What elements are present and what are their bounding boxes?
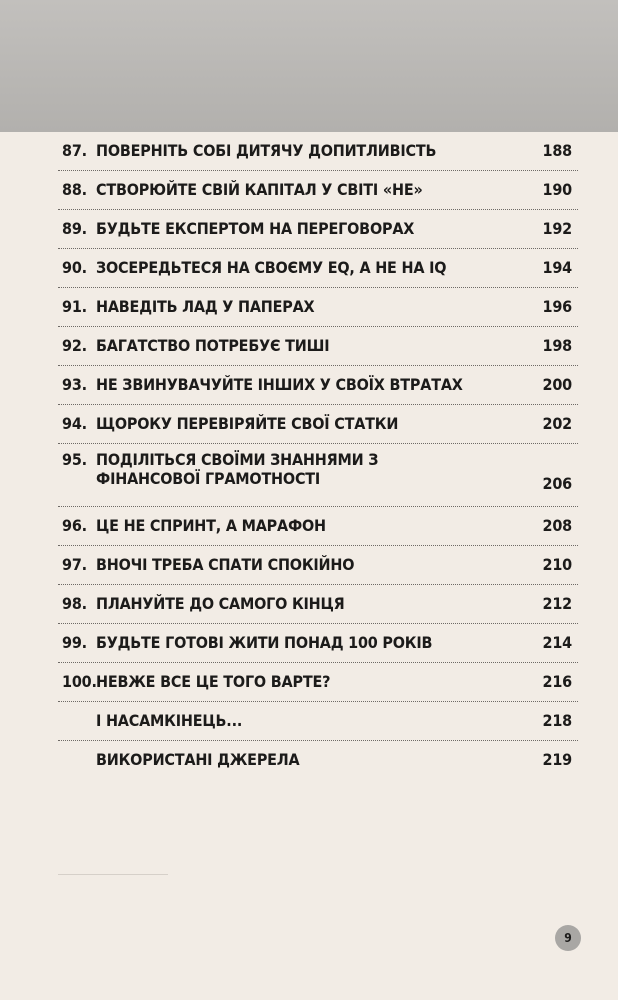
table-of-contents [58,132,578,779]
toc-entry-page: 200 [542,375,572,394]
toc-entry-number: 90. [62,258,87,277]
toc-entry-page: 192 [542,219,572,238]
toc-entry-97 [58,546,578,585]
toc-entry-title: БУДЬТЕ ГОТОВІ ЖИТИ ПОНАД 100 РОКІВ [96,633,433,652]
toc-entry-page: 219 [542,750,572,769]
toc-entry-page: 202 [542,414,572,433]
toc-entry-number: 95. [62,450,87,469]
toc-entry-title: ЗОСЕРЕДЬТЕСЯ НА СВОЄМУ EQ, А НЕ НА IQ [96,258,447,277]
toc-entry-afterword [58,702,578,741]
toc-entry-page: 206 [542,474,572,493]
toc-entry-number: 89. [62,219,87,238]
toc-entry-number: 99. [62,633,87,652]
toc-entry-95 [58,444,578,507]
toc-entry-number: 87. [62,141,87,160]
toc-entry-number: 100. [62,672,97,691]
toc-entry-number: 94. [62,414,87,433]
toc-entry-title: ПОВЕРНІТЬ СОБІ ДИТЯЧУ ДОПИТЛИВІСТЬ [96,141,437,160]
toc-entry-89 [58,210,578,249]
toc-entry-number: 92. [62,336,87,355]
toc-entry-title: НЕ ЗВИНУВАЧУЙТЕ ІНШИХ У СВОЇХ ВТРАТАХ [96,375,463,394]
footnote-divider [58,874,168,875]
toc-entry-title: ПОДІЛІТЬСЯ СВОЇМИ ЗНАННЯМИ З ФІНАНСОВОЇ ГРАМОТНОСТІ [96,450,379,488]
toc-entry-number: 98. [62,594,87,613]
toc-entry-title: ВИКОРИСТАНІ ДЖЕРЕЛА [96,750,300,769]
toc-entry-number: 88. [62,180,87,199]
toc-entry-92 [58,327,578,366]
toc-entry-88 [58,171,578,210]
toc-entry-100 [58,663,578,702]
toc-entry-title: ВНОЧІ ТРЕБА СПАТИ СПОКІЙНО [96,555,355,574]
toc-entry-93 [58,366,578,405]
toc-entry-90 [58,249,578,288]
toc-entry-number: 96. [62,516,87,535]
toc-entry-title: ПЛАНУЙТЕ ДО САМОГО КІНЦЯ [96,594,345,613]
toc-entry-page: 208 [542,516,572,535]
toc-entry-references [58,741,578,779]
toc-entry-page: 190 [542,180,572,199]
toc-entry-number: 93. [62,375,87,394]
toc-entry-title: БАГАТСТВО ПОТРЕБУЄ ТИШІ [96,336,330,355]
toc-entry-page: 210 [542,555,572,574]
toc-entry-title: СТВОРЮЙТЕ СВІЙ КАПІТАЛ У СВІТІ «НЕ» [96,180,423,199]
toc-entry-page: 214 [542,633,572,652]
toc-entry-99 [58,624,578,663]
toc-entry-title: НЕВЖЕ ВСЕ ЦЕ ТОГО ВАРТЕ? [96,672,331,691]
toc-entry-number: 97. [62,555,87,574]
toc-entry-page: 196 [542,297,572,316]
toc-entry-96 [58,507,578,546]
toc-entry-title: І НАСАМКІНЕЦЬ... [96,711,243,730]
toc-entry-page: 194 [542,258,572,277]
toc-entry-94 [58,405,578,444]
toc-entry-title: БУДЬТЕ ЕКСПЕРТОМ НА ПЕРЕГОВОРАХ [96,219,415,238]
toc-entry-page: 216 [542,672,572,691]
toc-entry-title: ЩОРОКУ ПЕРЕВІРЯЙТЕ СВОЇ СТАТКИ [96,414,399,433]
toc-entry-title: НАВЕДІТЬ ЛАД У ПАПЕРАХ [96,297,315,316]
toc-entry-page: 212 [542,594,572,613]
toc-entry-98 [58,585,578,624]
page-number-badge: 9 [555,925,581,951]
toc-entry-91 [58,288,578,327]
top-gray-band [0,0,618,132]
toc-entry-page: 198 [542,336,572,355]
toc-entry-number: 91. [62,297,87,316]
toc-entry-page: 188 [542,141,572,160]
toc-entry-87 [58,132,578,171]
toc-entry-title: ЦЕ НЕ СПРИНТ, А МАРАФОН [96,516,326,535]
toc-entry-page: 218 [542,711,572,730]
